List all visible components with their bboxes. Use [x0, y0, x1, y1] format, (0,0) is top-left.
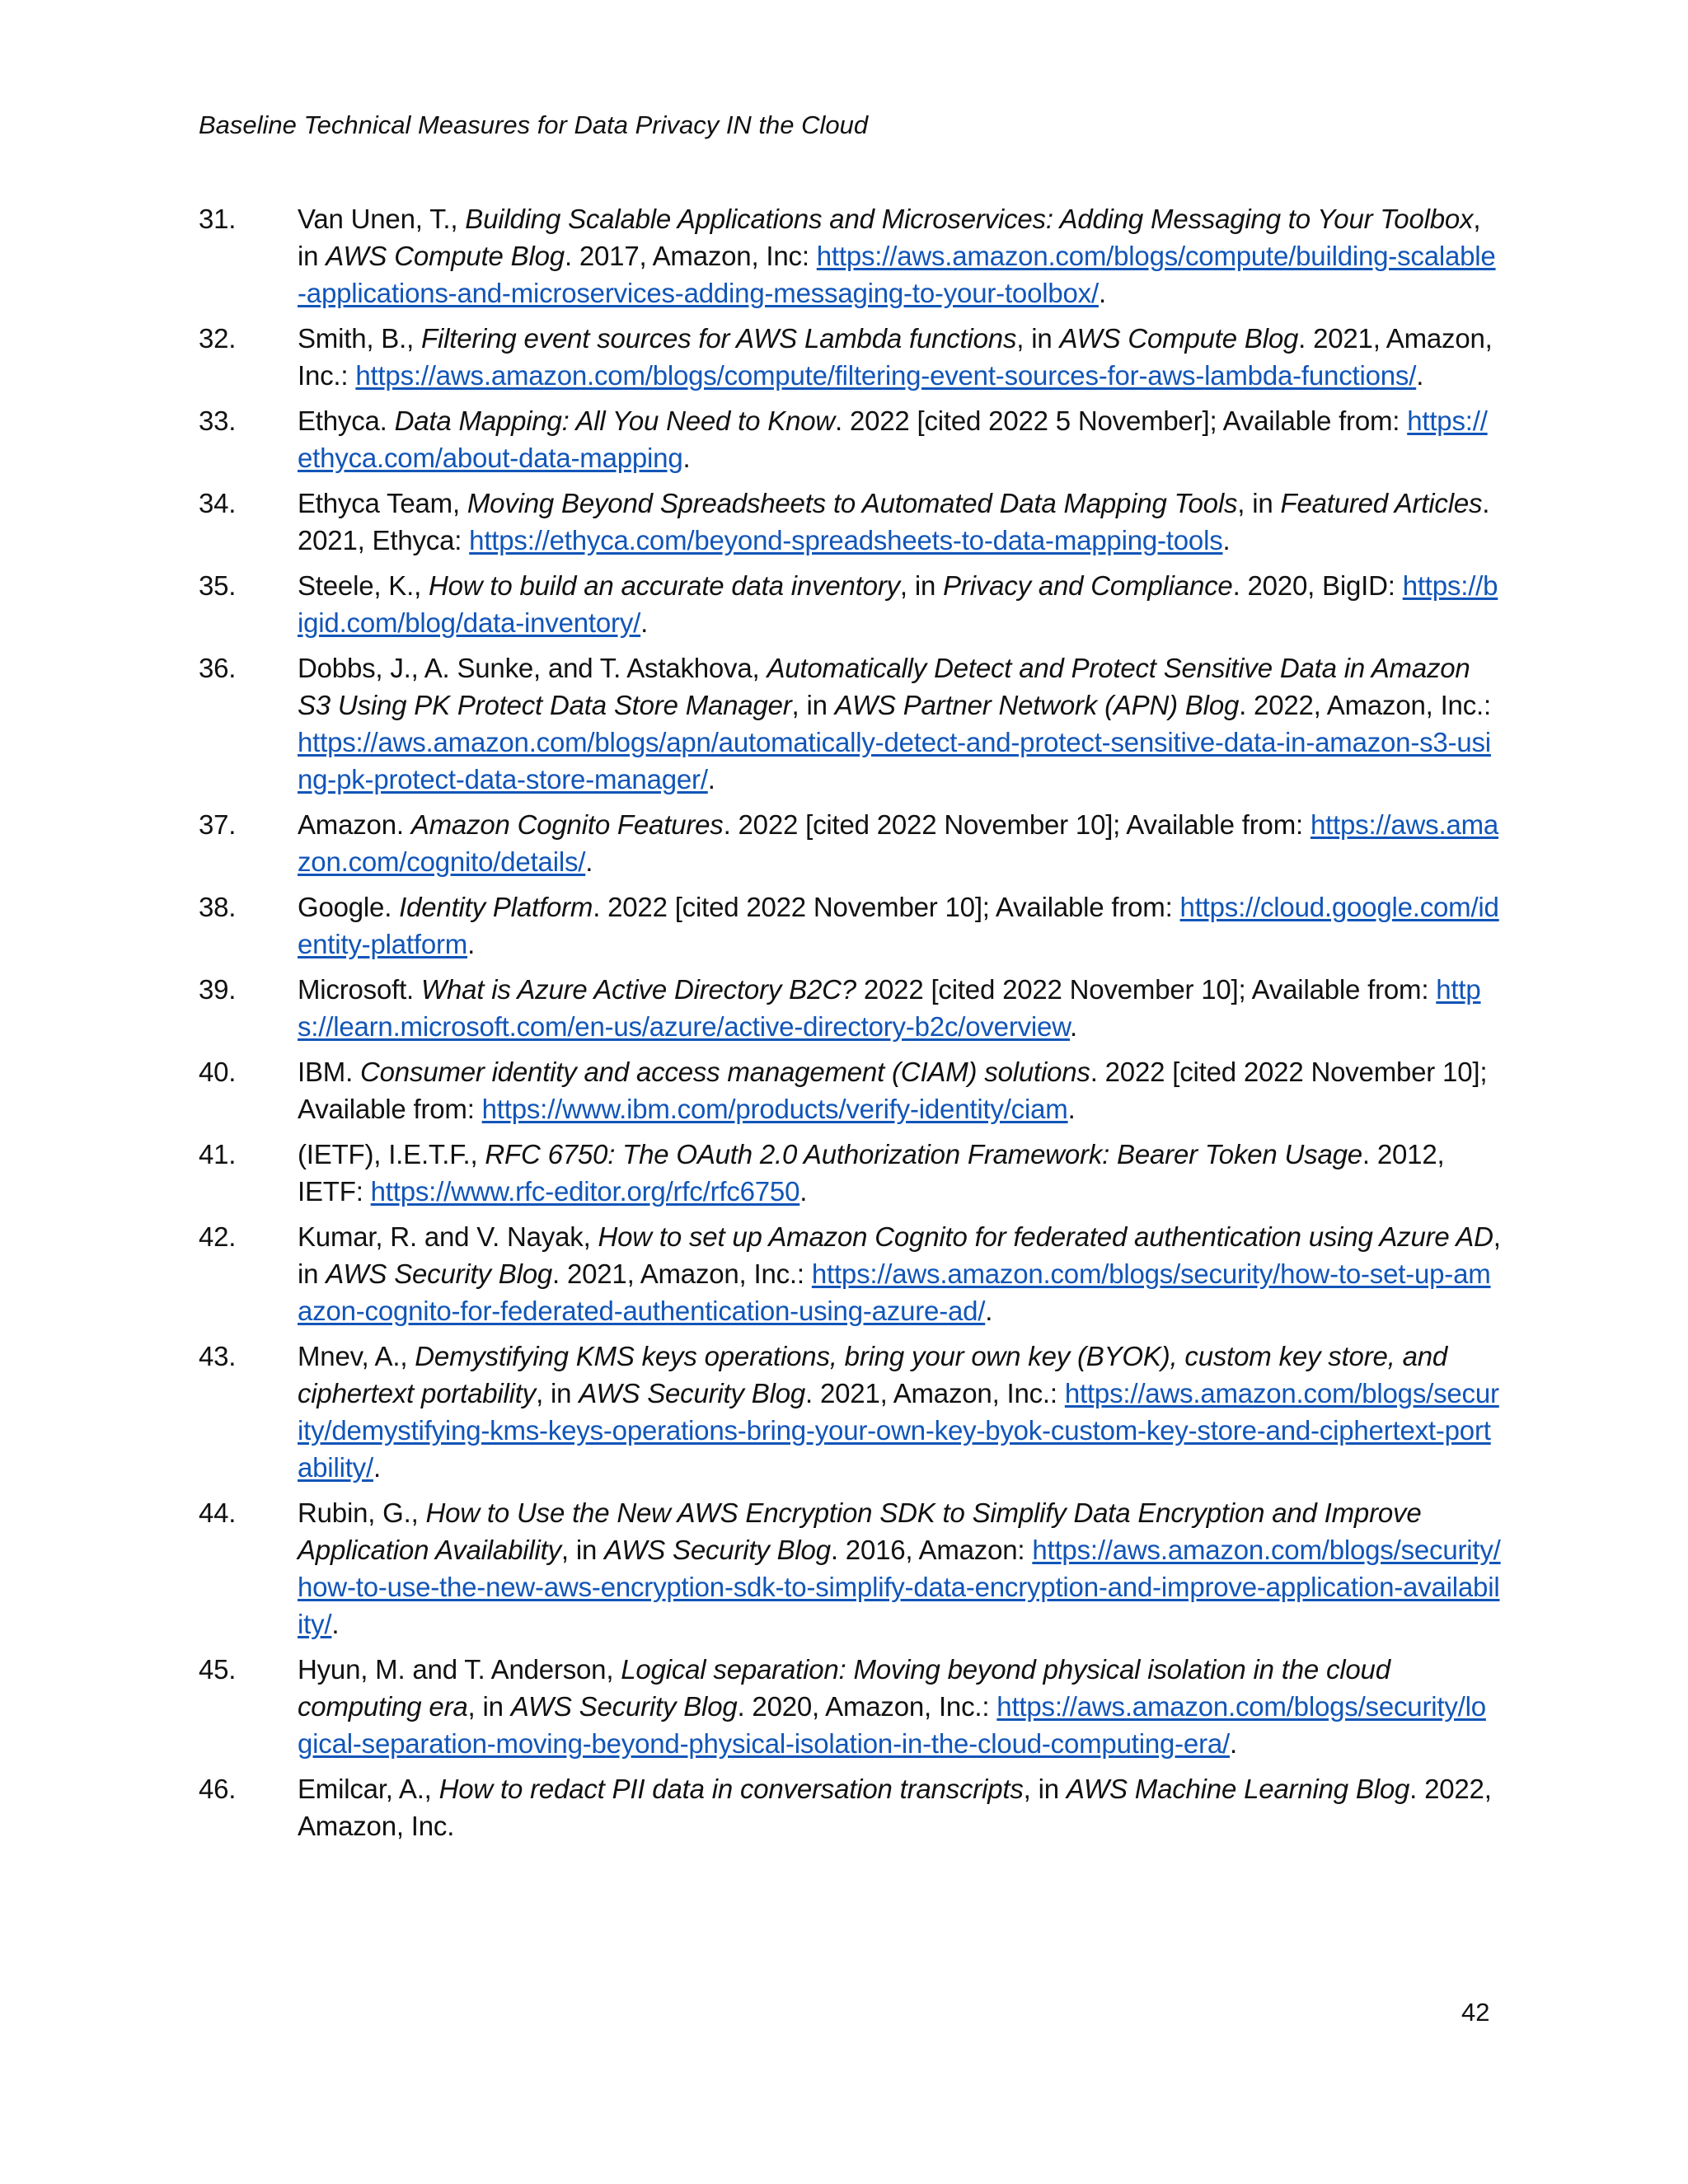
reference-venue: AWS Security Blog: [579, 1378, 806, 1408]
reference-link[interactable]: https://www.rfc-editor.org/rfc/rfc6750: [370, 1176, 800, 1207]
reference-item: [199, 1218, 1501, 1329]
reference-end-punctuation: .: [1229, 1728, 1237, 1759]
reference-details: . 2020, Amazon, Inc.:: [737, 1691, 997, 1722]
reference-connector: , in: [560, 1535, 605, 1565]
reference-details: . 2017, Amazon, Inc:: [564, 241, 817, 271]
reference-authors: IBM.: [298, 1057, 361, 1087]
reference-venue: AWS Partner Network (APN) Blog: [834, 690, 1240, 720]
reference-end-punctuation: .: [1070, 1011, 1077, 1042]
reference-number: 43.: [199, 1341, 237, 1371]
reference-number: 37.: [199, 809, 237, 840]
reference-item: [199, 1338, 1501, 1486]
reference-title: Data Mapping: All You Need to Know: [394, 405, 836, 436]
reference-item: [199, 402, 1501, 476]
reference-end-punctuation: .: [467, 929, 476, 959]
reference-connector: , in: [1016, 323, 1060, 354]
reference-venue: AWS Security Blog: [510, 1691, 738, 1722]
reference-text: [298, 1139, 1444, 1207]
reference-authors: Smith, B.,: [298, 323, 422, 354]
reference-end-punctuation: .: [1098, 278, 1106, 308]
reference-authors: Microsoft.: [298, 974, 421, 1005]
reference-end-punctuation: .: [331, 1609, 340, 1639]
reference-number: 40.: [199, 1057, 237, 1087]
reference-number: 42.: [199, 1221, 237, 1252]
reference-connector: , in: [1237, 488, 1281, 518]
reference-text: [298, 1774, 1492, 1841]
reference-link[interactable]: https://www.ibm.com/products/verify-identity/ciam: [481, 1094, 1068, 1124]
reference-authors: Ethyca Team,: [298, 488, 467, 518]
reference-venue: Privacy and Compliance: [943, 570, 1233, 601]
reference-venue: Featured Articles: [1280, 488, 1483, 518]
reference-item: [199, 320, 1501, 394]
reference-item: [199, 1494, 1501, 1643]
reference-number: 38.: [199, 892, 237, 922]
reference-end-punctuation: .: [373, 1452, 381, 1483]
reference-item: [199, 888, 1501, 963]
reference-end-punctuation: .: [985, 1296, 993, 1326]
reference-title: Identity Platform: [399, 892, 593, 922]
reference-authors: Dobbs, J., A. Sunke, and T. Astakhova,: [298, 653, 767, 683]
reference-title: How to build an accurate data inventory: [429, 570, 900, 601]
reference-details: . 2021, Amazon, Inc.:: [298, 323, 1493, 391]
reference-end-punctuation: .: [799, 1176, 808, 1207]
reference-number: 31.: [199, 204, 237, 234]
reference-end-punctuation: .: [585, 846, 593, 877]
reference-number: 32.: [199, 323, 237, 354]
reference-link[interactable]: https://aws.amazon.com/blogs/security/how-to-use-the-new-aws-encryption-sdk-to-simplify-data-encryption-and-improve-application-availability/: [298, 1535, 1501, 1639]
reference-end-punctuation: .: [1067, 1094, 1076, 1124]
reference-details: . 2020, BigID:: [1232, 570, 1403, 601]
reference-title: How to set up Amazon Cognito for federated authentication using Azure AD: [598, 1221, 1493, 1252]
reference-text: [298, 653, 1491, 794]
reference-authors: Rubin, G.,: [298, 1497, 426, 1528]
reference-connector: , in: [536, 1378, 579, 1408]
reference-connector: , in: [467, 1691, 511, 1722]
reference-connector: , in: [791, 690, 835, 720]
reference-link[interactable]: https://cloud.google.com/identity-platform: [298, 892, 1499, 959]
reference-details: . 2022 [cited 2022 5 November]; Available from:: [835, 405, 1408, 436]
reference-title: Filtering event sources for AWS Lambda functions: [421, 323, 1017, 354]
reference-text: [298, 570, 1498, 638]
reference-details: . 2012, IETF:: [298, 1139, 1445, 1207]
reference-details: . 2016, Amazon:: [830, 1535, 1033, 1565]
reference-details: . 2021, Ethyca:: [298, 488, 1490, 555]
reference-end-punctuation: .: [707, 764, 715, 794]
reference-number: 41.: [199, 1139, 237, 1169]
reference-item: [199, 200, 1501, 312]
reference-text: [298, 809, 1498, 877]
reference-authors: Van Unen, T.,: [298, 204, 466, 234]
reference-item: [199, 1651, 1501, 1762]
reference-text: [298, 405, 1488, 473]
reference-link[interactable]: https://aws.amazon.com/blogs/apn/automatically-detect-and-protect-sensitive-data-in-amazon-s3-using-pk-protect-data-store-manager/: [298, 727, 1491, 794]
reference-number: 34.: [199, 488, 237, 518]
reference-details: . 2021, Amazon, Inc.:: [552, 1258, 812, 1289]
reference-item: [199, 567, 1501, 641]
reference-authors: Amazon.: [298, 809, 411, 840]
reference-link[interactable]: https://ethyca.com/beyond-spreadsheets-to-data-mapping-tools: [469, 525, 1223, 555]
reference-number: 39.: [199, 974, 237, 1005]
reference-text: [298, 974, 1481, 1042]
reference-venue: AWS Compute Blog: [1059, 323, 1299, 354]
reference-text: [298, 1654, 1486, 1759]
reference-link[interactable]: https://ethyca.com/about-data-mapping: [298, 405, 1488, 473]
reference-authors: Steele, K.,: [298, 570, 429, 601]
reference-text: [298, 1341, 1499, 1483]
reference-end-punctuation: .: [640, 607, 649, 638]
reference-title: Automatically Detect and Protect Sensitive Data in Amazon S3 Using PK Protect Data Store Manager: [298, 653, 1470, 720]
reference-text: [298, 1057, 1487, 1124]
reference-authors: Kumar, R. and V. Nayak,: [298, 1221, 598, 1252]
reference-item: [199, 806, 1501, 880]
reference-link[interactable]: https://aws.amazon.com/blogs/compute/building-scalable-applications-and-microservices-adding-messaging-to-your-toolbox/: [298, 241, 1496, 308]
reference-link[interactable]: https://aws.amazon.com/blogs/security/logical-separation-moving-beyond-physical-isolation-in-the-cloud-computing-era/: [298, 1691, 1486, 1759]
page-number: 42: [1461, 1998, 1490, 2027]
reference-venue: AWS Security Blog: [326, 1258, 553, 1289]
reference-connector: , in: [298, 204, 1481, 271]
reference-number: 46.: [199, 1774, 237, 1804]
reference-link[interactable]: https://aws.amazon.com/blogs/security/demystifying-kms-keys-operations-bring-your-own-key-byok-custom-key-store-and-ciphertext-portability/: [298, 1378, 1499, 1483]
reference-title: Moving Beyond Spreadsheets to Automated Data Mapping Tools: [467, 488, 1238, 518]
reference-authors: (IETF), I.E.T.F.,: [298, 1139, 485, 1169]
reference-connector: , in: [298, 1221, 1501, 1289]
reference-number: 44.: [199, 1497, 237, 1528]
reference-details: . 2022 [cited 2022 November 10]; Available from:: [298, 1057, 1488, 1124]
reference-end-punctuation: .: [1416, 360, 1424, 391]
reference-connector: , in: [1023, 1774, 1067, 1804]
reference-authors: Ethyca.: [298, 405, 395, 436]
reference-title: How to Use the New AWS Encryption SDK to Simplify Data Encryption and Improve Application Availability: [298, 1497, 1422, 1565]
reference-authors: Google.: [298, 892, 400, 922]
reference-details: . 2022, Amazon, Inc.: [298, 1774, 1492, 1841]
reference-title: Demystifying KMS keys operations, bring your own key (BYOK), custom key store, and ciphertext portability: [298, 1341, 1448, 1408]
reference-item: [199, 485, 1501, 559]
reference-title: Amazon Cognito Features: [410, 809, 724, 840]
reference-authors: Emilcar, A.,: [298, 1774, 439, 1804]
reference-item: [199, 1770, 1501, 1844]
running-header: Baseline Technical Measures for Data Privacy IN the Cloud: [199, 110, 869, 139]
reference-details: . 2021, Amazon, Inc.:: [805, 1378, 1065, 1408]
reference-details: . 2022 [cited 2022 November 10]; Available from:: [593, 892, 1180, 922]
reference-item: [199, 971, 1501, 1045]
reference-text: [298, 204, 1496, 308]
reference-link[interactable]: https://aws.amazon.com/blogs/compute/filtering-event-sources-for-aws-lambda-functions/: [355, 360, 1417, 391]
reference-link[interactable]: https://bigid.com/blog/data-inventory/: [298, 570, 1498, 638]
reference-authors: Hyun, M. and T. Anderson,: [298, 1654, 621, 1685]
reference-text: [298, 323, 1493, 391]
reference-venue: AWS Machine Learning Blog: [1066, 1774, 1410, 1804]
reference-text: [298, 488, 1489, 555]
reference-title: RFC 6750: The OAuth 2.0 Authorization Framework: Bearer Token Usage: [485, 1139, 1362, 1169]
reference-item: [199, 1136, 1501, 1210]
reference-number: 33.: [199, 405, 237, 436]
reference-link[interactable]: https://learn.microsoft.com/en-us/azure/active-directory-b2c/overview: [298, 974, 1481, 1042]
reference-title: Logical separation: Moving beyond physical isolation in the cloud computing era: [298, 1654, 1390, 1722]
reference-item: [199, 649, 1501, 798]
reference-details: . 2022, Amazon, Inc.:: [1239, 690, 1491, 720]
reference-text: [298, 892, 1499, 959]
reference-authors: Mnev, A.,: [298, 1341, 415, 1371]
reference-title: How to redact PII data in conversation transcripts: [438, 1774, 1024, 1804]
reference-number: 45.: [199, 1654, 237, 1685]
reference-list: [199, 200, 1501, 1853]
reference-number: 35.: [199, 570, 237, 601]
reference-venue: AWS Security Blog: [604, 1535, 831, 1565]
reference-details: 2022 [cited 2022 November 10]; Available from:: [856, 974, 1437, 1005]
reference-text: [298, 1497, 1501, 1639]
reference-item: [199, 1053, 1501, 1127]
reference-connector: , in: [899, 570, 944, 601]
reference-end-punctuation: .: [682, 443, 691, 473]
reference-details: . 2022 [cited 2022 November 10]; Available from:: [723, 809, 1311, 840]
reference-title: What is Azure Active Directory B2C?: [421, 974, 856, 1005]
reference-number: 36.: [199, 653, 237, 683]
reference-link[interactable]: https://aws.amazon.com/blogs/security/how-to-set-up-amazon-cognito-for-federated-authentication-using-azure-ad/: [298, 1258, 1491, 1326]
reference-title: Building Scalable Applications and Microservices: Adding Messaging to Your Toolbox: [465, 204, 1474, 234]
reference-text: [298, 1221, 1501, 1326]
reference-link[interactable]: https://aws.amazon.com/cognito/details/: [298, 809, 1499, 877]
reference-venue: AWS Compute Blog: [326, 241, 565, 271]
reference-end-punctuation: .: [1222, 525, 1231, 555]
reference-title: Consumer identity and access management (CIAM) solutions: [360, 1057, 1090, 1087]
